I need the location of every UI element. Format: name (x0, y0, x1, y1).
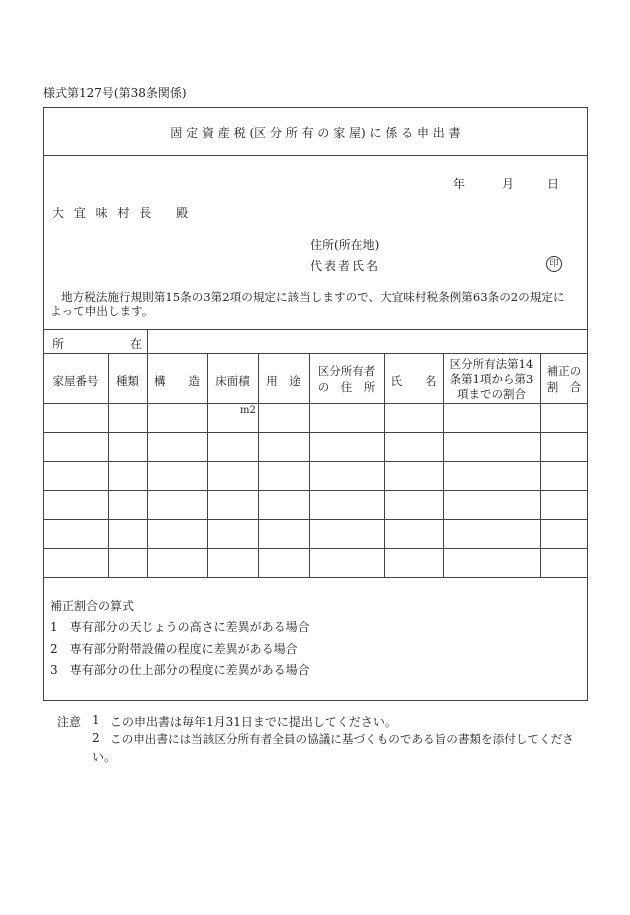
header-structure: 構 造 (154, 374, 200, 388)
divider (43, 432, 588, 433)
divider (147, 329, 148, 353)
note-2-text: この申出書には当該区分所有者全員の協議に基づくものである旨の書類を添付してくださ (110, 732, 574, 746)
statement-line-1: 地方税法施行規則第15条の3第2項の規定に該当しますので、大宜味村税条例第63条の2の規定に (61, 290, 565, 304)
statement-line-2: よって申出します。 (50, 304, 154, 318)
note-2-number: 2 (92, 731, 100, 745)
note-1-text: この申出書は毎年1月31日までに提出してください。 (110, 715, 397, 729)
location-label-left: 所 (52, 337, 65, 351)
formula-item-2: 2 専有部分附帯設備の程度に差異がある場合 (50, 642, 298, 656)
date-day: 日 (547, 177, 560, 191)
divider (43, 519, 588, 520)
header-ratio-3: 項までの割合 (457, 387, 526, 401)
header-ratio-1: 区分所有法第14 (449, 357, 534, 371)
area-unit: m2 (240, 405, 256, 416)
header-usage: 用 途 (266, 374, 301, 388)
notes-label: 注意 (57, 715, 82, 729)
header-ratio-2: 条第1項から第3 (449, 372, 534, 386)
divider (43, 490, 588, 491)
header-house-number: 家屋番号 (52, 374, 99, 388)
header-owner-address-1: 区分所有者 (317, 364, 376, 378)
seal-mark: 印 (546, 256, 562, 272)
date-year: 年 (453, 177, 466, 191)
form-number: 様式第127号(第38条関係) (43, 86, 187, 100)
note-1-number: 1 (92, 713, 100, 727)
divider (43, 403, 588, 404)
formula-item-3: 3 専有部分の仕上部分の程度に差異がある場合 (50, 663, 310, 677)
divider (43, 461, 588, 462)
header-floor-area: 床面積 (215, 374, 250, 388)
divider (43, 577, 588, 578)
header-correction-1: 補正の (546, 364, 582, 378)
divider (43, 353, 588, 354)
header-type: 種類 (116, 374, 139, 388)
form-title: 固 定 資 産 税 (区 分 所 有 の 家 屋) に 係 る 申 出 書 (170, 126, 461, 140)
address-label: 住所(所在地) (310, 238, 380, 252)
formula-title: 補正割合の算式 (50, 599, 135, 613)
date-month: 月 (502, 177, 515, 191)
divider (43, 155, 588, 156)
divider (43, 329, 588, 330)
divider (43, 548, 588, 549)
note-2-continuation: い。 (92, 750, 117, 764)
location-label-right: 在 (130, 337, 143, 351)
header-correction-2: 割 合 (546, 380, 582, 394)
formula-item-1: 1 専有部分の天じょうの高さに差異がある場合 (50, 620, 310, 634)
header-owner-address-2: の 住 所 (317, 380, 376, 394)
name-label: 代表者氏名 (310, 259, 381, 273)
header-name: 氏 名 (390, 374, 437, 388)
addressee: 大 宜 味 村 長 殿 (52, 206, 192, 220)
